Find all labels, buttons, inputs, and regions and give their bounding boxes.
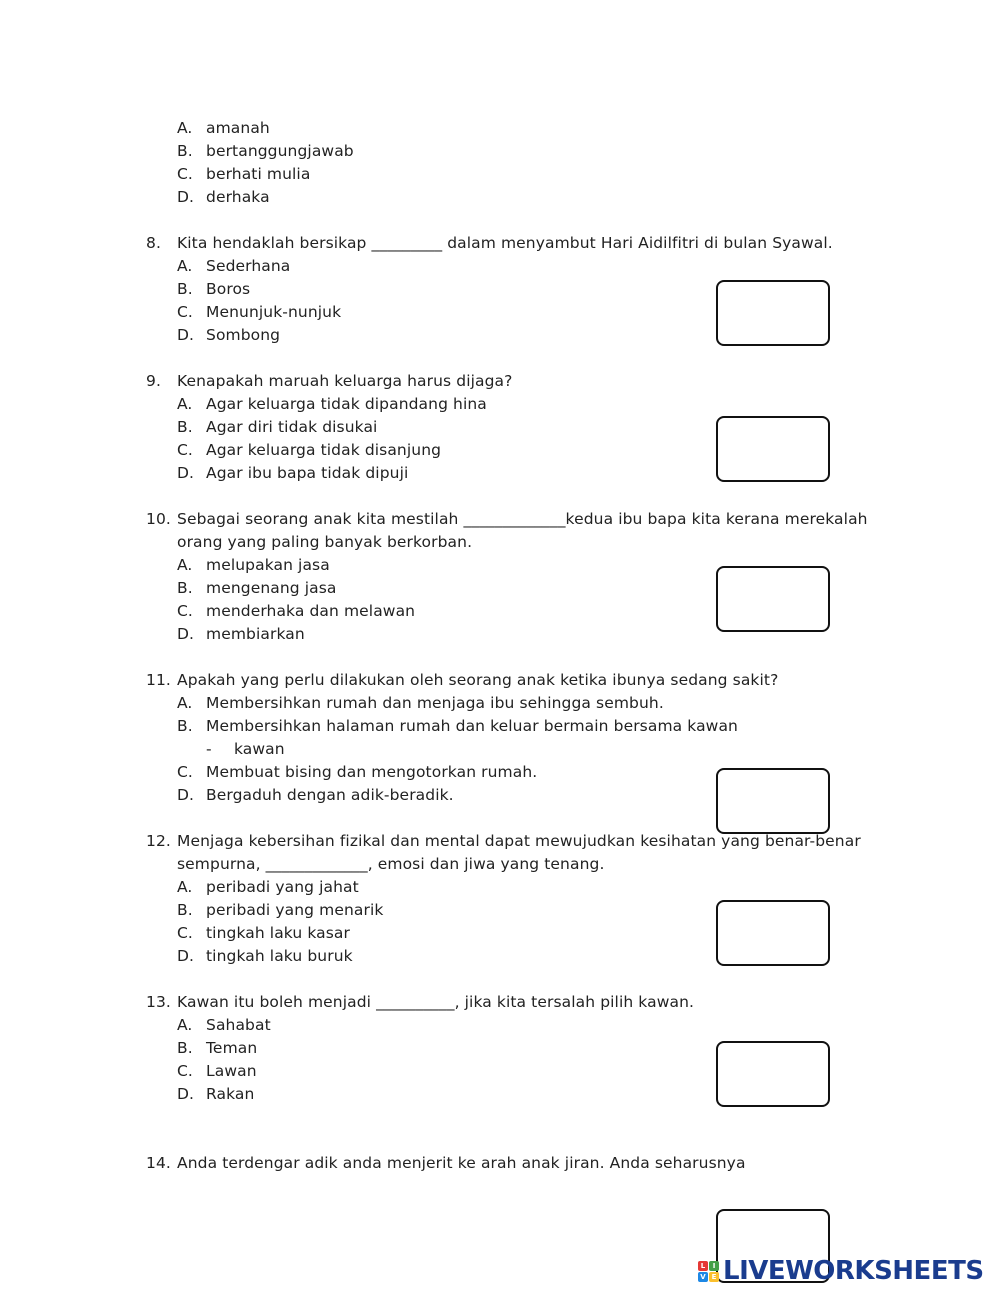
logo-text: LIVEWORKSHEETS bbox=[723, 1256, 984, 1286]
answer-box-13[interactable] bbox=[716, 1041, 830, 1107]
logo-mark-icon: L I V E bbox=[698, 1261, 719, 1282]
liveworksheets-logo bbox=[698, 1254, 984, 1288]
answer-box-10[interactable] bbox=[716, 566, 830, 632]
answer-box-11[interactable] bbox=[716, 768, 830, 834]
answer-box-9[interactable] bbox=[716, 416, 830, 482]
answer-box-12[interactable] bbox=[716, 900, 830, 966]
answer-box-8[interactable] bbox=[716, 280, 830, 346]
